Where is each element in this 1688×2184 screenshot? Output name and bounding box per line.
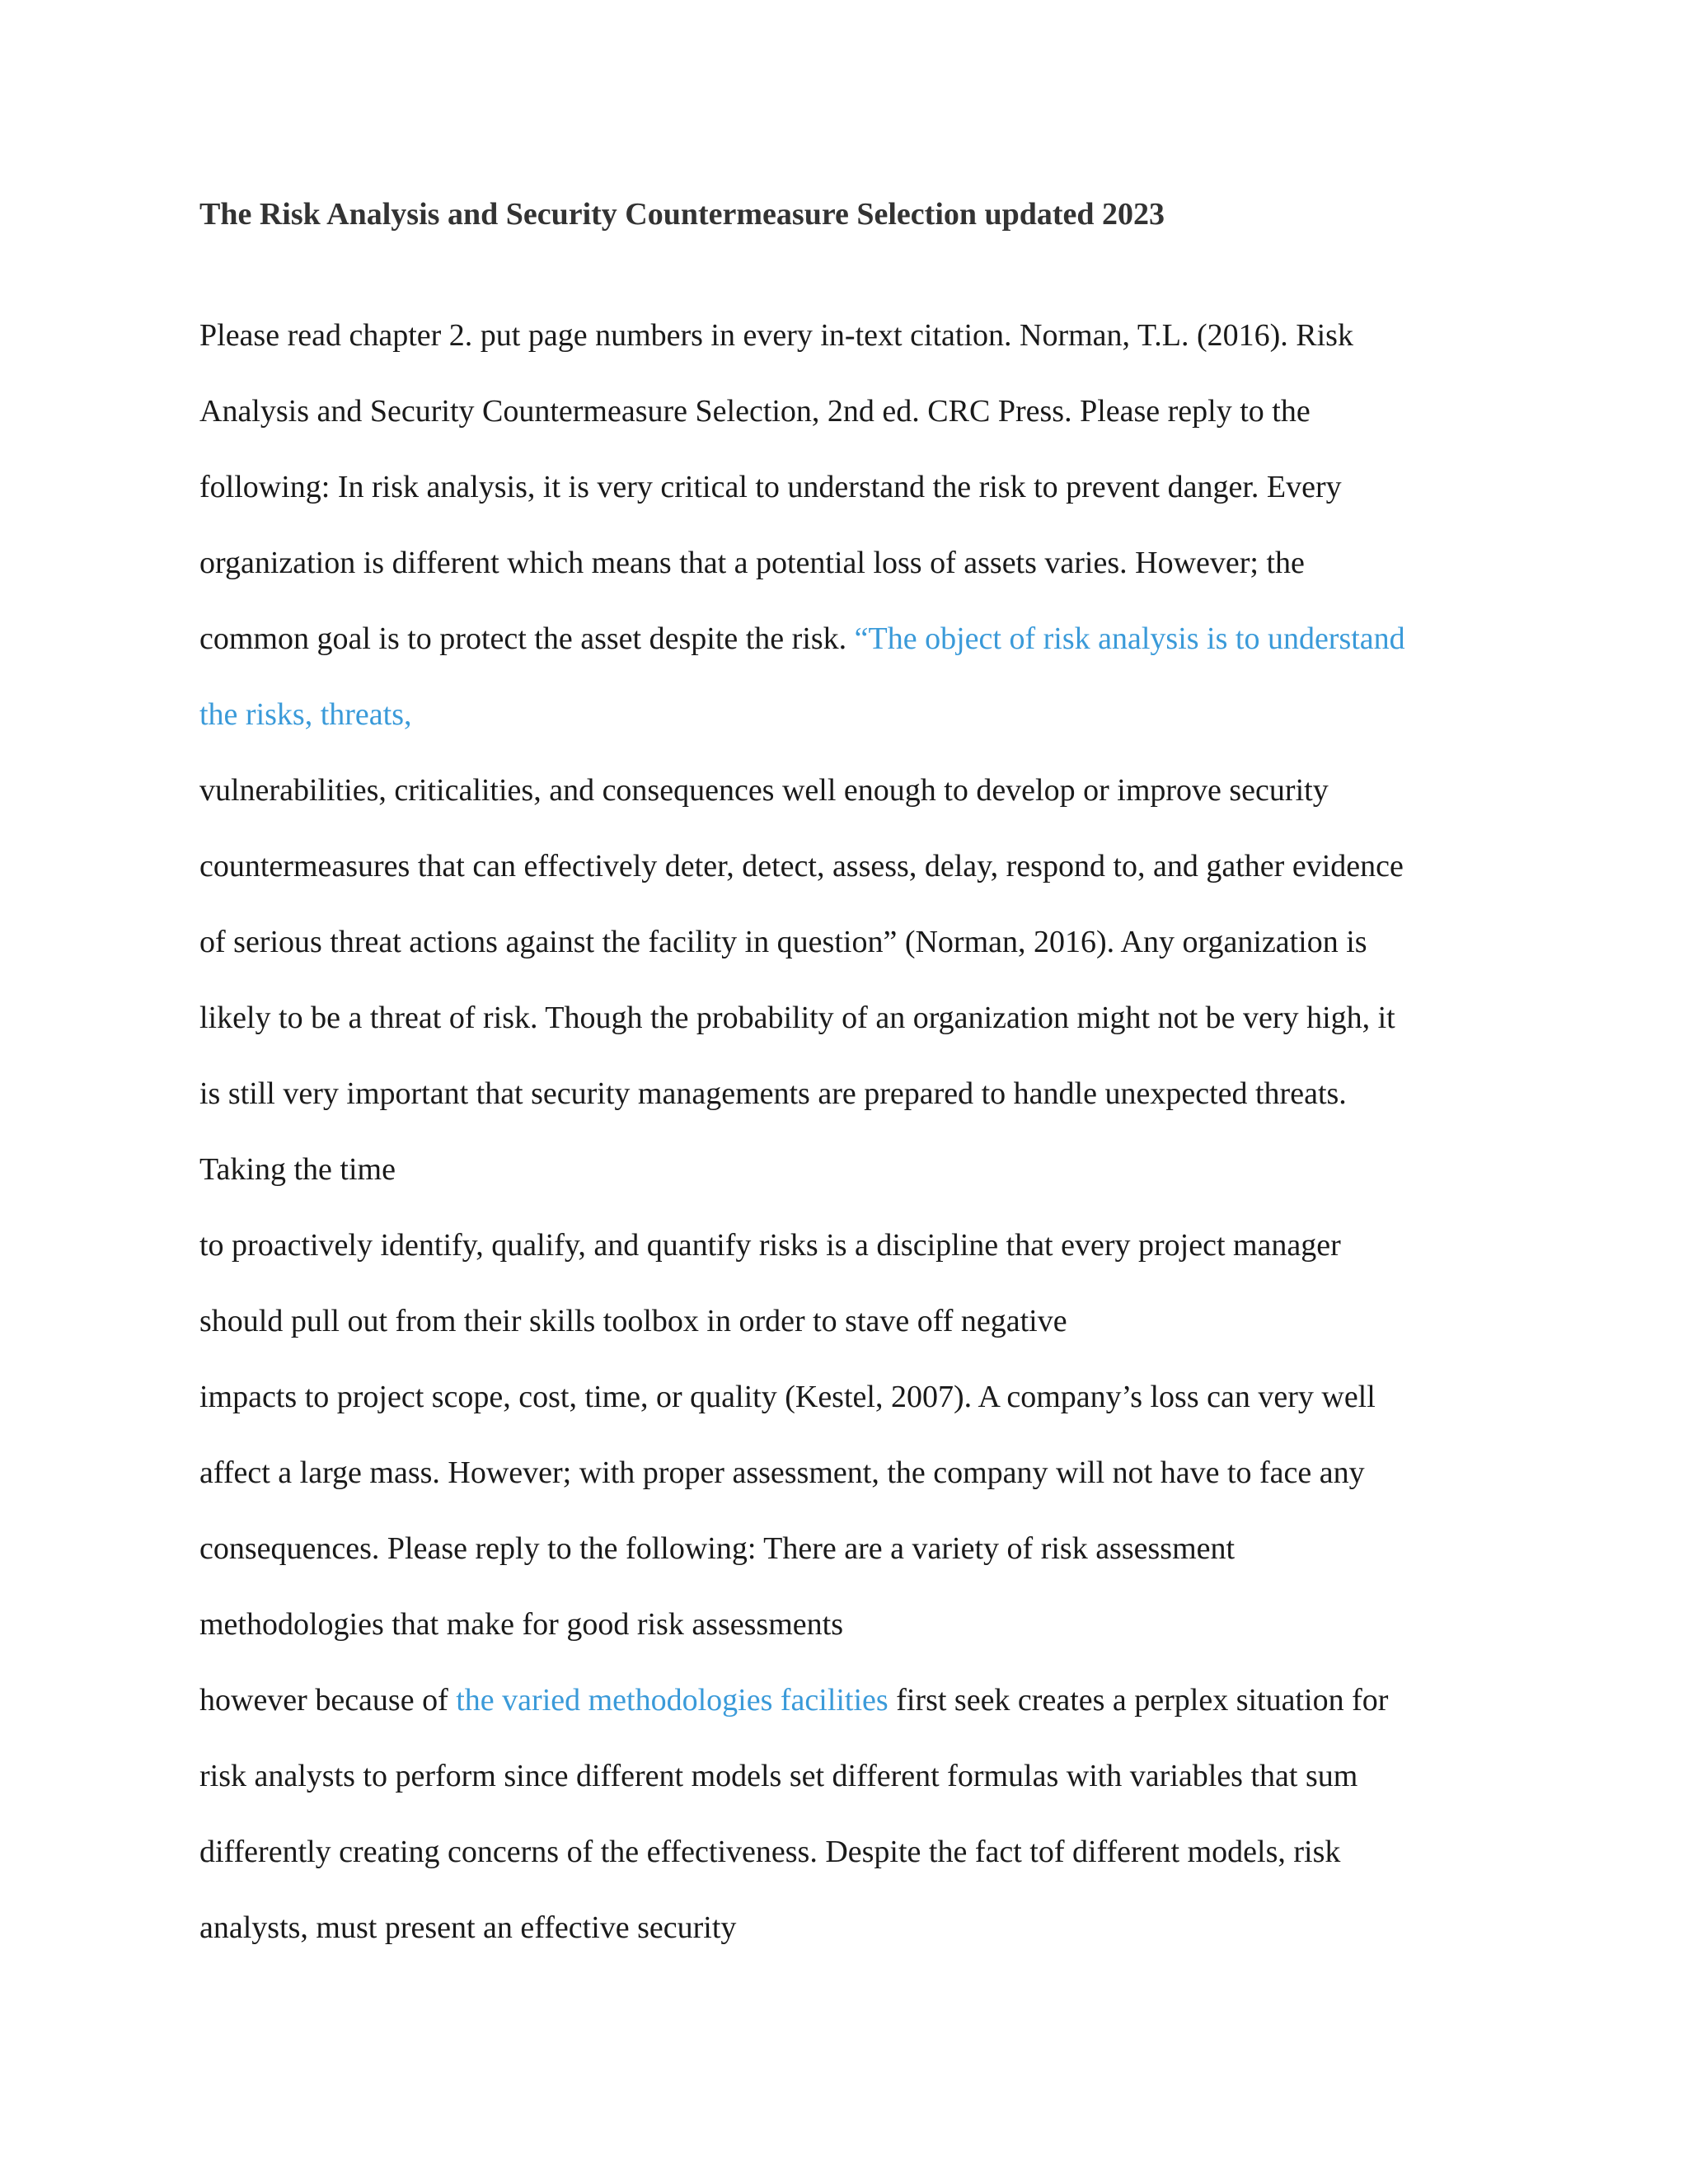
body-text: methodologies that make for good risk assessments	[199, 1607, 843, 1642]
body-line	[199, 1074, 1535, 1150]
body-text: countermeasures that can effectively deter, detect, assess, delay, respond to, and gather evidence	[199, 849, 1404, 883]
body-line	[199, 695, 1535, 771]
body-line	[199, 1832, 1535, 1908]
body-text: first seek creates a perplex situation for	[888, 1683, 1389, 1718]
body-line	[199, 1453, 1535, 1529]
body-line	[199, 846, 1535, 922]
body-text: impacts to project scope, cost, time, or quality (Kestel, 2007). A company’s loss can very well	[199, 1380, 1376, 1414]
body-text: to proactively identify, qualify, and quantify risks is a discipline that every project manager	[199, 1228, 1341, 1263]
body-text: should pull out from their skills toolbox in order to stave off negative	[199, 1304, 1067, 1338]
body-line	[199, 771, 1535, 846]
document-body	[199, 316, 1535, 1984]
body-line	[199, 1529, 1535, 1605]
body-text: common goal is to protect the asset despite the risk.	[199, 621, 855, 656]
body-text: consequences. Please reply to the following: There are a variety of risk assessment	[199, 1531, 1236, 1566]
hyperlink-text[interactable]: the risks, threats,	[199, 697, 412, 732]
body-text: vulnerabilities, criticalities, and consequences well enough to develop or improve security	[199, 773, 1329, 808]
body-line	[199, 1377, 1535, 1453]
body-text: Analysis and Security Countermeasure Selection, 2nd ed. CRC Press. Please reply to the	[199, 394, 1311, 429]
body-text: is still very important that security managements are prepared to handle unexpected threats.	[199, 1076, 1347, 1111]
body-line	[199, 391, 1535, 467]
body-text: following: In risk analysis, it is very critical to understand the risk to prevent danger. Every	[199, 470, 1342, 504]
body-line	[199, 619, 1535, 695]
body-line	[199, 1301, 1535, 1377]
hyperlink-text[interactable]: the varied methodologies facilities	[456, 1683, 889, 1718]
body-line	[199, 467, 1535, 543]
body-line	[199, 316, 1535, 391]
document-title: The Risk Analysis and Security Countermeasure Selection updated 2023	[199, 197, 1165, 232]
body-line	[199, 1150, 1535, 1226]
body-text: organization is different which means that a potential loss of assets varies. However; the	[199, 546, 1305, 580]
body-line	[199, 1756, 1535, 1832]
body-text: differently creating concerns of the effectiveness. Despite the fact tof different models, risk	[199, 1835, 1341, 1869]
body-text: Taking the time	[199, 1152, 396, 1187]
body-line	[199, 998, 1535, 1074]
body-text: Please read chapter 2. put page numbers in every in-text citation. Norman, T.L. (2016). Risk	[199, 318, 1353, 353]
body-line	[199, 543, 1535, 619]
hyperlink-text[interactable]: “The object of risk analysis is to understand	[854, 621, 1405, 656]
body-text: risk analysts to perform since different models set different formulas with variables that sum	[199, 1759, 1358, 1793]
body-line	[199, 1226, 1535, 1301]
body-line	[199, 1605, 1535, 1680]
body-text: however because of	[199, 1683, 457, 1718]
body-text: likely to be a threat of risk. Though the probability of an organization might not be very high, it	[199, 1001, 1395, 1035]
body-text: of serious threat actions against the facility in question” (Norman, 2016). Any organization is	[199, 925, 1367, 959]
body-text: analysts, must present an effective security	[199, 1910, 737, 1945]
body-line	[199, 922, 1535, 998]
body-text: affect a large mass. However; with proper assessment, the company will not have to face any	[199, 1455, 1365, 1490]
body-line	[199, 1908, 1535, 1984]
body-line	[199, 1680, 1535, 1756]
